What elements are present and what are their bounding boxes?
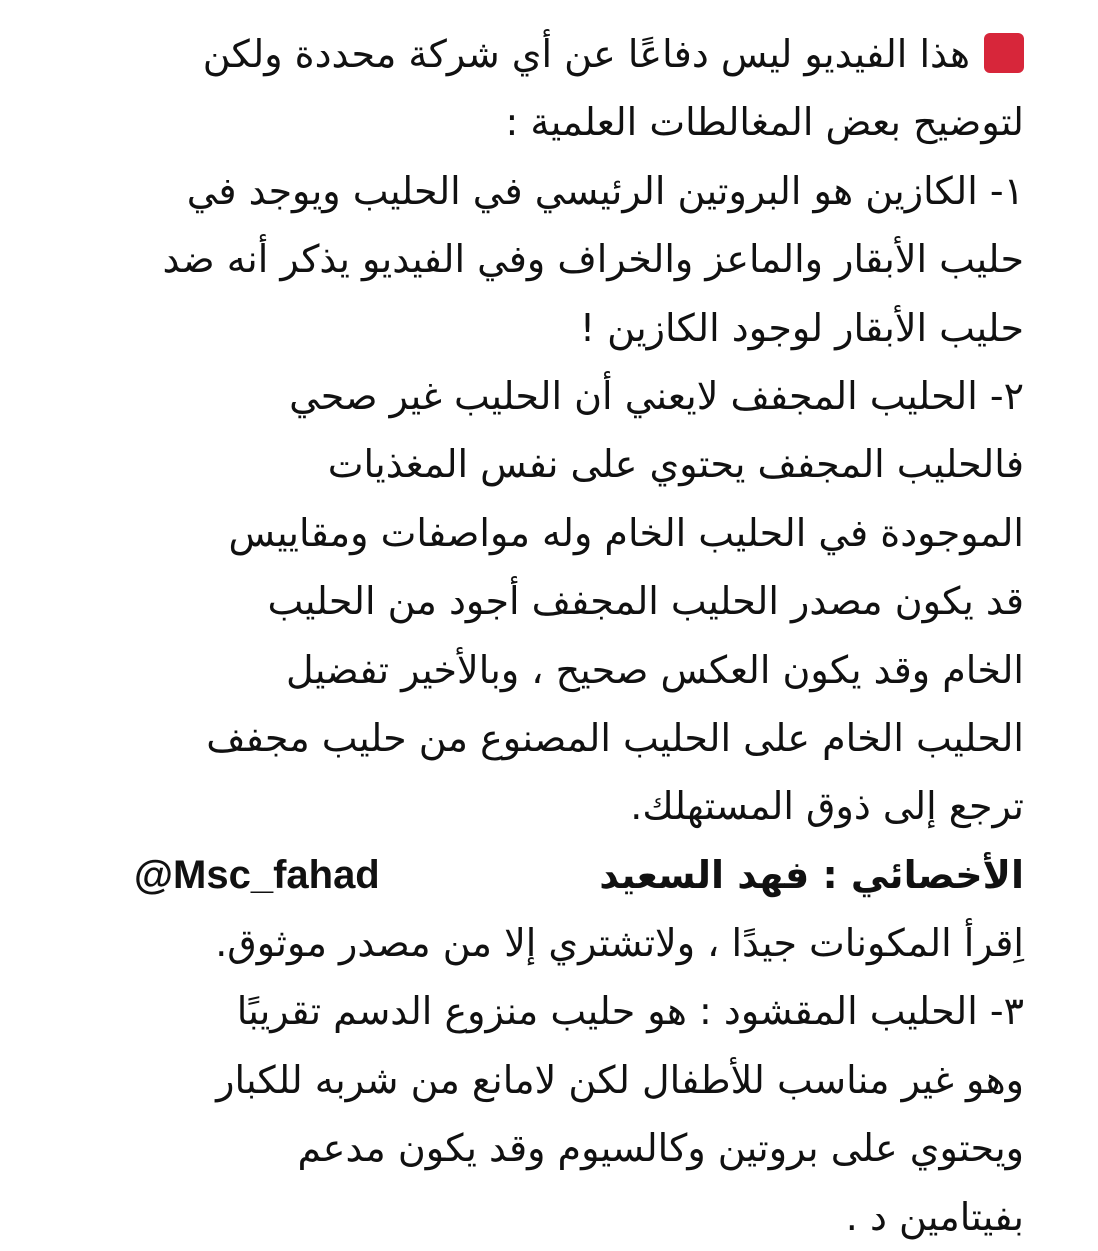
text-line-14: اِقرأ المكونات جيدًا ، ولاتشتري إلا من مصدر موثوق. <box>215 921 1024 966</box>
text-line-12: ترجع إلى ذوق المستهلك. <box>630 784 1024 829</box>
signature-label: الأخصائي : فهد السعيد <box>599 852 1024 897</box>
text-line-10: الخام وقد يكون العكس صحيح ، وبالأخير تفضيل <box>286 647 1024 692</box>
text-line-17: ويحتوي على بروتين وكالسيوم وقد يكون مدعم <box>297 1126 1024 1171</box>
text-line-4: حليب الأبقار والماعز والخراف وفي الفيديو يذكر أنه ضد <box>162 237 1024 282</box>
text-line-3: ١- الكازين هو البروتين الرئيسي في الحليب ويوجد في <box>186 168 1024 213</box>
text-line-18: بفيتامين د . <box>845 1194 1024 1239</box>
text-line-16: وهو غير مناسب للأطفال لكن لامانع من شربه للكبار <box>216 1057 1024 1102</box>
twitter-handle: @Msc_fahad <box>134 852 380 897</box>
text-line-8: الموجودة في الحليب الخام وله مواصفات ومقاييس <box>228 510 1024 555</box>
text-line-1-content: هذا الفيديو ليس دفاعًا عن أي شركة محددة ولكن <box>202 32 970 76</box>
text-line-11: الحليب الخام على الحليب المصنوع من حليب مجفف <box>206 715 1024 760</box>
text-line-1 <box>76 20 1024 88</box>
text-line-6: ٢- الحليب المجفف لايعني أن الحليب غير صحي <box>289 373 1024 418</box>
text-line-5: حليب الأبقار لوجود الكازين ! <box>579 305 1024 350</box>
red-square-icon <box>984 33 1024 73</box>
text-line-9: قد يكون مصدر الحليب المجفف أجود من الحليب <box>267 579 1024 624</box>
text-line-15: ٣- الحليب المقشود : هو حليب منزوع الدسم تقريبًا <box>236 989 1024 1034</box>
text-line-7: فالحليب المجفف يحتوي على نفس المغذيات <box>327 442 1024 487</box>
text-line-2: لتوضيح بعض المغالطات العلمية : <box>505 100 1024 145</box>
signature-line <box>76 841 1024 909</box>
